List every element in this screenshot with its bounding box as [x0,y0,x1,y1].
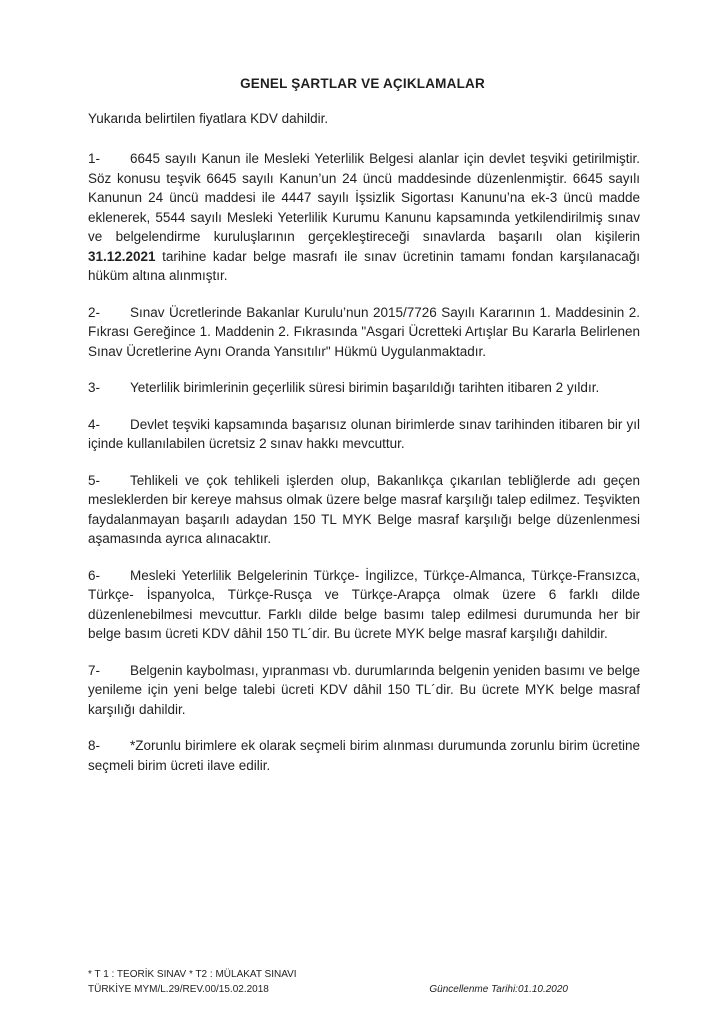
list-item [88,566,640,644]
list-item [88,471,640,549]
item-number: 8- [88,738,101,753]
item-number: 2- [88,304,101,320]
item-text-continued: tarihine kadar belge masrafı ile sınav ücretinin tamamı fondan karşılanacağı hüküm altına alınmıştır. [88,248,640,283]
list-item [88,415,640,454]
document-title: GENEL ŞARTLAR VE AÇIKLAMALAR [240,76,485,91]
item-number: 6- [88,567,101,583]
list-item [88,303,640,362]
list-item [88,378,640,398]
item-number: 1- [88,151,101,166]
terms-list [88,149,640,792]
item-text: *Zorunlu birimlere ek olarak seçmeli birim alınması durumunda zorunlu birim ücretine seçmeli birim ücreti ilave edilir. [88,738,640,773]
list-item [88,661,640,720]
item-number: 3- [88,380,101,395]
update-date: Güncellenme Tarihi:01.10.2020 [429,984,568,995]
deadline-date: 31.12.2021 [88,248,156,264]
document-code: TÜRKİYE MYM/L.29/REV.00/15.02.2018 [88,984,269,995]
item-number: 5- [88,472,101,488]
item-text: Devlet teşviki kapsamında başarısız olunan birimlerde sınav tarihinden itibaren bir yıl içinde kullanılabilen ücretsiz 2 sınav hakkı mevcuttur. [88,416,640,451]
item-text: Tehlikeli ve çok tehlikeli işlerden olup, Bakanlıkça çıkarılan tebliğlerde adı geçen mesleklerden bir kereye mahsus olmak üzere belge masraf karşılığı talep edilmez. Teşvikten faydalanmayan başarılı adaydan 150 TL MYK Belge masraf karşılığı belge düzenlenmesi aşamasında ayrıca alınacaktır. [88,472,640,546]
item-text: Mesleki Yeterlilik Belgelerinin Türkçe- İngilizce, Türkçe-Almanca, Türkçe-Fransızca, Türkçe- İspanyolca, Türkçe-Rusça ve Türkçe-Arapça olmak üzere 6 farklı dilde düzenlenebilmesi mevcuttur. Farklı dilde belge basımı talep edilmesi durumunda her bir belge basım ücreti KDV dâhil 150 TL´dir. Bu ücrete MYK belge masraf karşılığı dahildir. [88,567,640,641]
item-number: 4- [88,416,101,432]
item-text: Belgenin kaybolması, yıpranması vb. durumlarında belgenin yeniden basımı ve belge yenileme için yeni belge talebi ücreti KDV dâhil 150 TL´dir. Bu ücrete MYK belge masraf karşılığı dahildir. [88,662,640,717]
list-item [88,149,640,286]
exam-type-legend: * T 1 : TEORİK SINAV * T2 : MÜLAKAT SINAVI [88,969,297,980]
intro-text: Yukarıda belirtilen fiyatlara KDV dahildir. [88,111,329,126]
item-number: 7- [88,662,101,678]
item-text: 6645 sayılı Kanun ile Mesleki Yeterlilik Belgesi alanlar için devlet teşviki getirilmiştir. Söz konusu teşvik 6645 sayılı Kanun’un 24 üncü maddesinde düzenlenmiştir. 6645 sayılı Kanunun 24 üncü maddesi ile 4447 sayılı İşsizlik Sigortası Kanunu’na ek-3 üncü madde eklenerek, 5544 sayılı Mesleki Yeterlilik Kurumu Kanunu kapsamında yetkilendirilmiş sınav ve belgelendirme kuruluşlarının gerçekleştireceği sınavlarda başarılı olan kişilerin [88,151,640,244]
list-item [88,736,640,775]
item-text: Yeterlilik birimlerinin geçerlilik süresi birimin başarıldığı tarihten itibaren 2 yıldır. [130,380,600,395]
page-footer [88,967,640,997]
item-text: Sınav Ücretlerinde Bakanlar Kurulu’nun 2015/7726 Sayılı Kararının 1. Maddesinin 2. Fıkrası Gereğince 1. Maddenin 2. Fıkrasında "Asgari Ücretteki Artışlar Bu Kararla Belirlenen Sınav Ücretlerine Aynı Oranda Yansıtılır" Hükmü Uygulanmaktadır. [88,304,640,359]
